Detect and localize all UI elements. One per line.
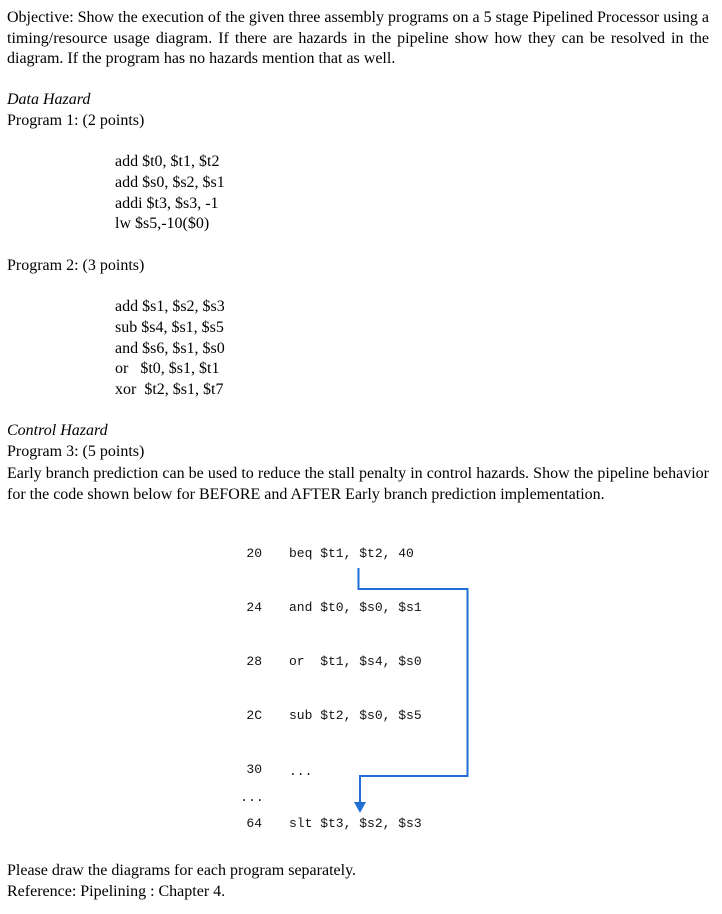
- program2-line: and $s6, $s1, $s0: [115, 340, 225, 357]
- program1-line: addi $t3, $s3, -1: [115, 195, 219, 212]
- program1-title: Program 1: (2 points): [7, 112, 145, 129]
- code-instruction: slt $t3, $s2, $s3: [289, 816, 422, 831]
- program2-line: or $t0, $s1, $t1: [115, 360, 220, 377]
- program1-line: lw $s5,-10($0): [115, 215, 210, 232]
- code-address: 2C: [246, 708, 262, 723]
- footer-reference: Reference: Pipelining : Chapter 4.: [7, 883, 226, 900]
- code-instruction: beq $t1, $t2, 40: [289, 546, 414, 561]
- program2-title: Program 2: (3 points): [7, 257, 145, 274]
- code-instruction: or $t1, $s4, $s0: [289, 654, 422, 669]
- code-instruction: and $t0, $s0, $s1: [289, 600, 422, 615]
- code-instruction: ...: [289, 764, 313, 779]
- program3-description: Early branch prediction can be used to reduce the stall penalty in control hazards. Show the pipeline behavior for the code shown below for BEFORE and AFTER Early branch prediction implementation.: [7, 465, 709, 503]
- data-hazard-heading: Data Hazard: [7, 91, 91, 108]
- objective-text: Objective: Show the execution of the given three assembly programs on a 5 stage Pipelined Processor using a timing/resource usage diagram. If there are hazards in the pipeline show how they can be resolved in the diagram. If the program has no hazards mention that as well.: [7, 9, 709, 68]
- program3-title: Program 3: (5 points): [7, 443, 145, 460]
- code-address: 24: [246, 600, 262, 615]
- program2-line: sub $s4, $s1, $s5: [115, 319, 224, 336]
- program1-line: add $s0, $s2, $s1: [115, 174, 225, 191]
- code-address: 64: [246, 816, 262, 831]
- program1-line: add $t0, $t1, $t2: [115, 153, 220, 170]
- code-address: 30: [246, 762, 262, 777]
- program2-line: add $s1, $s2, $s3: [115, 298, 225, 315]
- control-hazard-heading: Control Hazard: [7, 422, 108, 439]
- code-address: 28: [246, 654, 262, 669]
- program2-line: xor $t2, $s1, $t7: [115, 381, 224, 398]
- code-address-ellipsis: ...: [240, 790, 264, 805]
- code-instruction: sub $t2, $s0, $s5: [289, 708, 422, 723]
- footer-instruction: Please draw the diagrams for each program separately.: [7, 862, 357, 879]
- code-address: 20: [246, 546, 262, 561]
